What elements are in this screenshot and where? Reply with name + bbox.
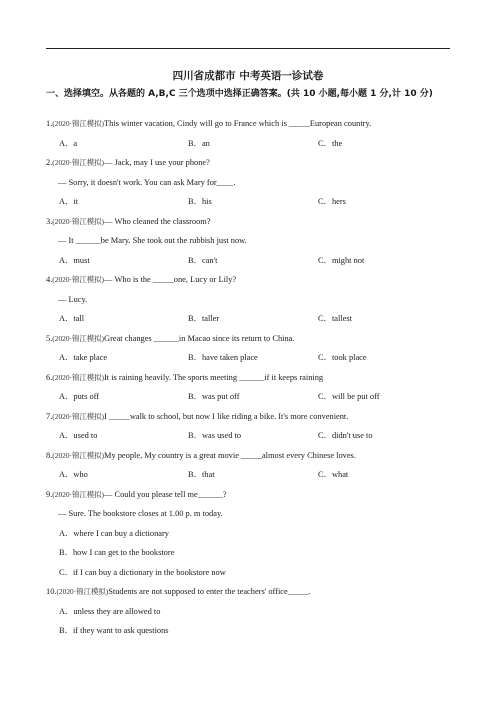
dialogue-line [46, 290, 456, 310]
option-b: B．his [188, 197, 212, 206]
options-row [46, 348, 456, 368]
option-a: A．tall [59, 314, 85, 323]
option-a: A．must [59, 255, 90, 265]
question-source: (2020·锦江模拟) [52, 489, 105, 499]
question-item [46, 485, 456, 583]
question-source: (2020·锦江模拟) [52, 119, 105, 128]
question-text: — Sorry, it doesn't work. You can ask Mary for____. [58, 177, 236, 187]
question-number: 5. [46, 333, 53, 343]
question-stem [46, 212, 456, 232]
question-item [46, 407, 456, 446]
option-b: B．can't [188, 255, 218, 265]
options-row [46, 387, 456, 407]
question-number: 3. [46, 216, 53, 226]
question-source: (2020·锦江模拟) [52, 333, 105, 343]
question-number: 1. [46, 119, 53, 128]
options-row [46, 426, 456, 446]
options-row [46, 465, 456, 485]
option-c: C．didn't use to [318, 431, 373, 440]
dialogue-line [46, 173, 456, 193]
option-b: B．how I can get to the bookstore [59, 548, 175, 557]
options-row [46, 309, 456, 329]
section-heading: 一、选择填空。从各题的 A,B,C 三个选项中选择正确答案。(共 10 小题,每小题 1 分,计 10 分) [46, 89, 433, 99]
question-stem [46, 368, 456, 388]
question-source: (2020·锦江模拟) [52, 450, 105, 460]
question-text: I _____walk to school, but now I like riding a bike. It's more convenient. [104, 411, 349, 421]
option-a: A．a [59, 138, 78, 148]
question-stem [46, 407, 456, 427]
options-row [46, 134, 456, 154]
question-text: — Who cleaned the classroom? [104, 216, 211, 226]
question-stem [46, 582, 456, 602]
question-item [46, 270, 456, 329]
question-text: — Sure. The bookstore closes at 1.00 p. m today. [58, 509, 223, 518]
question-text: — Jack, may I use your phone? [104, 158, 210, 167]
option-b: B．that [188, 470, 215, 479]
option-b: B．was put off [188, 392, 240, 401]
option-c: C．might not [318, 255, 365, 265]
option-b: B．taller [188, 314, 220, 323]
option-c: C．the [318, 138, 343, 148]
option-a: A．puts off [59, 392, 100, 401]
question-text: — Lucy. [58, 294, 88, 304]
question-item [46, 329, 456, 368]
question-number: 8. [46, 450, 53, 460]
question-text: Great changes ______in Macao since its return to China. [104, 333, 295, 343]
option-c: C．tallest [318, 314, 352, 323]
question-text: — It ______be Mary. She took out the rubbish just now. [58, 236, 247, 245]
question-text: — Who is the _____one, Lucy or Lily? [104, 275, 237, 284]
question-source: (2020·锦江模拟) [52, 411, 105, 421]
option-a: A．who [59, 470, 88, 479]
question-text: — Could you please tell me______? [104, 489, 227, 499]
question-stem [46, 114, 456, 134]
option-a: A．used to [59, 431, 98, 440]
top-rule [46, 48, 450, 49]
question-item [46, 114, 456, 153]
option-a: A．where I can buy a dictionary [59, 528, 169, 538]
question-stem [46, 446, 456, 466]
option-a: A．it [59, 197, 79, 206]
dialogue-line [46, 231, 456, 251]
option-b: B．an [188, 138, 210, 148]
option-c: C．took place [318, 353, 367, 362]
question-stem [46, 153, 456, 173]
question-stem [46, 329, 456, 349]
question-number: 10. [46, 587, 57, 596]
option-b: B．if they want to ask questions [59, 626, 169, 635]
option-b: B．was used to [188, 431, 242, 440]
question-number: 6. [46, 372, 53, 382]
option-c: C．if I can buy a dictionary in the bookstore now [59, 567, 226, 577]
question-list [46, 114, 456, 641]
question-number: 2. [46, 158, 53, 167]
question-text: It is raining heavily. The sports meeting ______if it keeps raining [104, 372, 324, 382]
question-source: (2020·锦江模拟) [52, 158, 105, 167]
question-item [46, 582, 456, 641]
question-stem [46, 485, 456, 505]
question-number: 9. [46, 489, 53, 499]
question-item [46, 212, 456, 271]
question-number: 4. [46, 275, 53, 284]
question-item [46, 446, 456, 485]
page-title: 四川省成都市 中考英语一诊试卷 [172, 70, 324, 82]
option-c: C．will be put off [318, 392, 380, 401]
option-c: C．hers [318, 197, 346, 206]
question-text: Students are not supposed to enter the teachers' office_____. [108, 587, 311, 596]
options-row [46, 192, 456, 212]
question-source: (2020·锦江模拟) [52, 275, 105, 284]
option-c: C．what [318, 470, 349, 479]
dialogue-line [46, 504, 456, 524]
question-source: (2020·锦江模拟) [52, 372, 105, 382]
options-row [46, 251, 456, 271]
question-number: 7. [46, 411, 53, 421]
question-text: This winter vacation, Cindy will go to France which is _____European country. [104, 119, 372, 128]
question-source: (2020·锦江模拟) [56, 587, 109, 596]
question-text: My people, My country is a great movie _____almost every Chinese loves. [104, 450, 356, 460]
option-a: A．unless they are allowed to [59, 606, 161, 616]
option-a: A．take place [59, 353, 108, 362]
question-item [46, 368, 456, 407]
question-item [46, 153, 456, 212]
question-stem [46, 270, 456, 290]
option-b: B．have taken place [188, 353, 258, 362]
question-source: (2020·锦江模拟) [52, 216, 105, 226]
